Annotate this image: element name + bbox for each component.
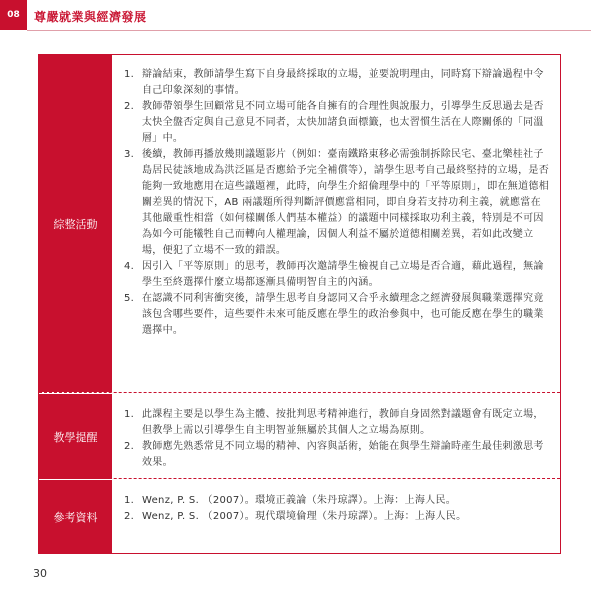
page-number: 30 bbox=[33, 567, 47, 580]
item-number: 1. bbox=[124, 409, 135, 420]
item-text: Wenz, P. S. （2007）。環境正義論（朱丹琼譯）。上海：上海人民。 bbox=[142, 495, 457, 506]
item-number: 2. bbox=[124, 101, 135, 112]
item-number: 5. bbox=[124, 293, 135, 304]
table-row-references bbox=[39, 478, 560, 554]
row-label: 綜整活動 bbox=[39, 55, 112, 392]
row-label: 教學提醒 bbox=[39, 393, 112, 479]
list-item bbox=[124, 493, 550, 509]
item-number: 3. bbox=[124, 149, 135, 160]
item-text: 教師應先熟悉常見不同立場的精神、內容與話術，始能在與學生辯論時產生最佳刺激思考效果。 bbox=[142, 441, 544, 468]
row-content bbox=[112, 55, 560, 392]
list-item bbox=[124, 67, 550, 99]
item-text: 此課程主要是以學生為主體、按批判思考精神進行，教師自身固然對議題會有既定立場，但教學上需以引導學生自主明智並無屬於其個人之立場為原則。 bbox=[142, 409, 544, 436]
item-number: 4. bbox=[124, 261, 135, 272]
list-item bbox=[124, 407, 550, 439]
list-item bbox=[124, 439, 550, 471]
item-text: 教師帶領學生回顧常見不同立場可能各自擁有的合理性與說服力，引導學生反思過去是否太快全盤否定與自己意見不同者，太快加諸負面標籤，也太習慣生活在人際關係的「同溫層」中。 bbox=[142, 101, 544, 144]
table-row-teaching-reminder bbox=[39, 392, 560, 479]
item-text: Wenz, P. S. （2007）。現代環境倫理（朱丹琼譯）。上海：上海人民。 bbox=[142, 511, 467, 522]
row-label: 參考資料 bbox=[39, 479, 112, 554]
item-text: 因引入「平等原則」的思考，教師再次邀請學生檢視自己立場是否合適，藉此過程，無論學生至終選擇什麼立場都逐漸具備明智自主的內涵。 bbox=[142, 261, 544, 288]
item-text: 辯論結束，教師請學生寫下自身最終採取的立場，並要說明理由，同時寫下辯論過程中令自己印象深刻的事情。 bbox=[142, 69, 544, 96]
row-content bbox=[112, 479, 560, 554]
item-text: 在認識不同利害衝突後，請學生思考自身認同又合乎永續理念之經濟發展與職業選擇究竟該包含哪些要件，這些要件未來可能反應在學生的政治參與中，也可能反應在學生的職業選擇中。 bbox=[142, 293, 544, 336]
list-item bbox=[124, 147, 550, 259]
item-number: 1. bbox=[124, 495, 135, 506]
numbered-list bbox=[124, 67, 550, 339]
item-number: 2. bbox=[124, 441, 135, 452]
item-number: 1. bbox=[124, 69, 135, 80]
chapter-number-tab: 08 bbox=[0, 0, 27, 30]
numbered-list bbox=[124, 407, 550, 471]
item-text: 後續，教師再播放幾則議題影片（例如：臺南鐵路東移必需強制拆除民宅、臺北樂桂社子島居民徒該地成為洪泛區是否應給予完全補償等），請學生思考自己最終堅持的立場，是否能夠一致地應用在這些議題裡，此時，向學生介紹倫理學中的「平等原則」，即在無道德相關差異的情況下，AB 兩議題所得判斷評價應當相同，即自身若支持功利主義，就應當在其他嚴重性相當（如何樣關係人們基本權益）的議題中同樣採取功利主義，特別是不可因為如今可能犧牲自己而轉向人權理論，因個人利益不屬於道德相關差異，若如此改變立場，便犯了立場不一致的錯誤。 bbox=[142, 149, 549, 256]
row-content bbox=[112, 393, 560, 479]
table-row-summary-activity bbox=[39, 55, 560, 392]
numbered-list bbox=[124, 493, 550, 525]
item-number: 2. bbox=[124, 511, 135, 522]
list-item bbox=[124, 259, 550, 291]
header-divider bbox=[27, 30, 591, 31]
list-item bbox=[124, 99, 550, 147]
list-item bbox=[124, 509, 550, 525]
list-item bbox=[124, 291, 550, 339]
lesson-table bbox=[38, 54, 561, 554]
chapter-title: 尊嚴就業與經濟發展 bbox=[34, 10, 147, 24]
